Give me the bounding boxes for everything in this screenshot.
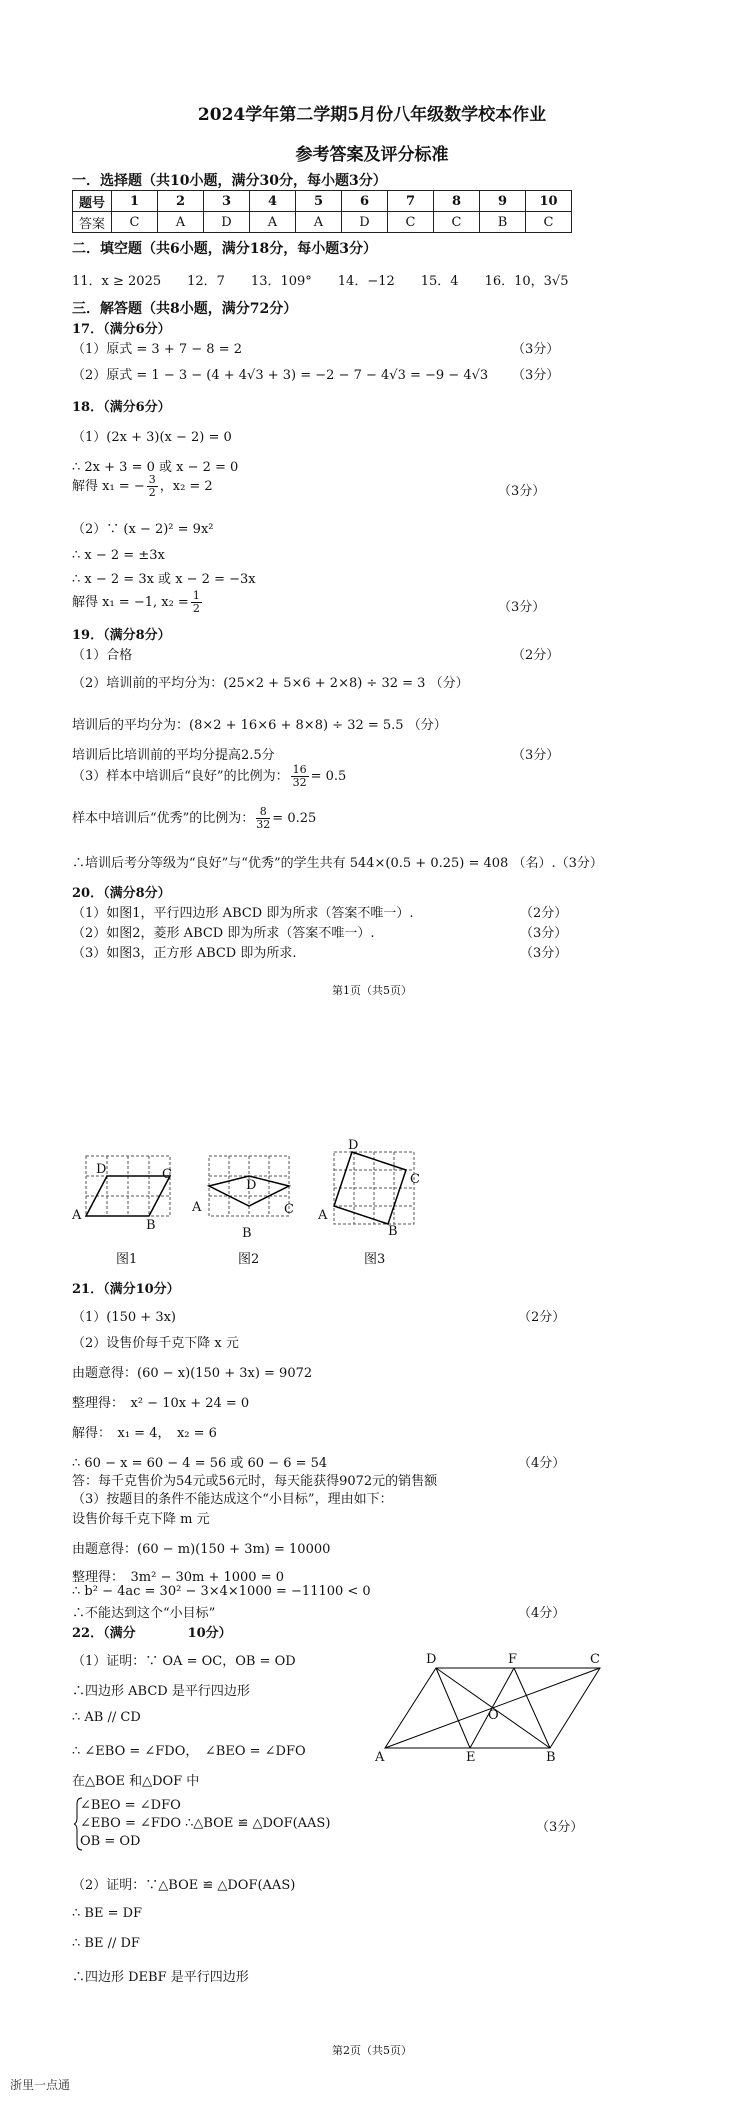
q19-line4: 培训后比培训前的平均分提高2.5分 xyxy=(72,748,275,763)
q22-brace-line2: ∠EBO = ∠FDO ∴△BOE ≌ △DOF(AAS) xyxy=(80,1816,331,1831)
fill-answers: 11．x ≥ 2025 12．7 13．109° 14．−12 15．4 16．10，3√5 xyxy=(72,274,569,289)
q22-line8: ∴ BE // DF xyxy=(72,1936,140,1951)
fig3-label-c: C xyxy=(410,1172,420,1187)
fraction-denominator: 32 xyxy=(256,818,271,831)
q18-line1: （1）(2x + 3)(x − 2) = 0 xyxy=(72,430,232,445)
q22-heading: 22．（满分 10分） xyxy=(72,1626,232,1641)
fraction xyxy=(191,590,202,615)
q20-line2: （2）如图2，菱形 ABCD 即为所求（答案不唯一）. xyxy=(72,926,375,941)
table-cell: D xyxy=(204,212,250,233)
q22-label-c: C xyxy=(590,1652,600,1667)
q17-score2: （3分） xyxy=(512,368,560,383)
fraction xyxy=(256,806,270,831)
q19-line6 xyxy=(72,806,316,831)
table-cell: C xyxy=(388,212,434,233)
q21-line1: （1）(150 + 3x) xyxy=(72,1310,176,1325)
q22-brace-line3: OB = OD xyxy=(80,1834,141,1849)
fig1-label-b: B xyxy=(146,1218,156,1233)
fig2-label-c: C xyxy=(284,1202,294,1217)
fraction-denominator: 2 xyxy=(192,602,200,615)
section-fill-heading: 二．填空题（共6小题，满分18分，每小题3分） xyxy=(72,241,377,257)
watermark-text: 浙里一点通 xyxy=(10,2078,71,2092)
q22-line4: ∴ ∠EBO = ∠FDO， ∠BEO = ∠DFO xyxy=(72,1744,306,1759)
document-subtitle: 参考答案及评分标准 xyxy=(295,145,449,165)
q22-line6: （2）证明：∵△BOE ≌ △DOF(AAS) xyxy=(72,1878,296,1893)
table-cell: A xyxy=(296,212,342,233)
q22-line1: （1）证明：∵ OA = OC，OB = OD xyxy=(72,1654,296,1669)
q22-label-e: E xyxy=(466,1750,476,1765)
table-cell: 4 xyxy=(250,191,296,212)
answer-table-number-row xyxy=(73,191,572,212)
q21-score1: （2分） xyxy=(518,1310,566,1325)
fig2-label-d: D xyxy=(246,1178,257,1193)
table-cell: A xyxy=(158,212,204,233)
q22-label-a: A xyxy=(375,1750,385,1765)
q22-label-o: O xyxy=(488,1708,499,1723)
table-cell: D xyxy=(342,212,388,233)
q19-score1: （2分） xyxy=(512,648,560,663)
q22-line9: ∴四边形 DEBF 是平行四边形 xyxy=(72,1970,249,1985)
table-header-answer: 答案 xyxy=(73,212,112,233)
q22-label-b: B xyxy=(546,1750,556,1765)
q18-line2: ∴ 2x + 3 = 0 或 x − 2 = 0 xyxy=(72,460,239,475)
fraction xyxy=(291,764,309,789)
fraction-numerator: 8 xyxy=(256,806,270,819)
fig1-label-c: C xyxy=(162,1167,172,1182)
q22-brace-line1: ∠BEO = ∠DFO xyxy=(80,1798,181,1813)
fig1-label-d: D xyxy=(96,1162,107,1177)
q21-line10: 由题意得：(60 − m)(150 + 3m) = 10000 xyxy=(72,1542,331,1557)
q18-line7 xyxy=(72,590,204,615)
q17-score1: （3分） xyxy=(512,342,560,357)
fig3-label-b: B xyxy=(388,1224,398,1239)
q22-line7: ∴ BE = DF xyxy=(72,1906,143,1921)
q19-line7: ∴培训后考分等级为“良好”与“优秀”的学生共有 544×(0.5 + 0.25) = 408 （名）.（3分） xyxy=(72,856,603,871)
q21-line13: ∴不能达到这个“小目标” xyxy=(72,1606,216,1621)
table-cell: 1 xyxy=(112,191,158,212)
q20-line1: （1）如图1，平行四边形 ABCD 即为所求（答案不唯一）. xyxy=(72,906,414,921)
fig3-label-d: D xyxy=(348,1138,359,1153)
q18-line3-a: 解得 x₁ = − xyxy=(72,479,145,494)
q21-line5: 解得： x₁ = 4， x₂ = 6 xyxy=(72,1426,217,1441)
table-cell: 7 xyxy=(388,191,434,212)
q22-line3: ∴ AB // CD xyxy=(72,1710,141,1725)
q21-score3: （4分） xyxy=(518,1606,566,1621)
page-footer: 第2页（共5页） xyxy=(332,2044,412,2057)
document-title: 2024学年第二学期5月份八年级数学校本作业 xyxy=(197,105,547,125)
q22-line5: 在△BOE 和△DOF 中 xyxy=(72,1774,200,1789)
table-cell: 8 xyxy=(434,191,480,212)
q19-line5-b: = 0.5 xyxy=(310,769,347,784)
q21-line11: 整理得： 3m² − 30m + 1000 = 0 xyxy=(72,1570,285,1585)
q21-heading: 21．（满分10分） xyxy=(72,1282,180,1297)
q18-line3 xyxy=(72,474,213,499)
q18-line4: （2）∵ (x − 2)² = 9x² xyxy=(72,522,214,537)
q22-score1: （3分） xyxy=(536,1820,584,1835)
fig2-label-a: A xyxy=(192,1200,202,1215)
q17-part1: （1）原式 = 3 + 7 − 8 = 2 xyxy=(72,342,242,357)
page-footer: 第1页（共5页） xyxy=(332,984,412,997)
figure3-square xyxy=(330,1142,420,1234)
q21-line8: （3）按题目的条件不能达成这个“小目标”，理由如下： xyxy=(72,1492,393,1507)
q21-line2: （2）设售价每千克下降 x 元 xyxy=(72,1336,239,1351)
table-cell: C xyxy=(434,212,480,233)
q19-line1: （1）合格 xyxy=(72,648,133,663)
table-cell: C xyxy=(112,212,158,233)
q22-line2: ∴四边形 ABCD 是平行四边形 xyxy=(72,1684,250,1699)
q17-heading: 17．（满分6分） xyxy=(72,322,171,337)
figure2-caption: 图2 xyxy=(238,1252,260,1267)
q19-line6-b: = 0.25 xyxy=(272,811,317,826)
q21-line6: ∴ 60 − x = 60 − 4 = 56 或 60 − 6 = 54 xyxy=(72,1456,328,1471)
q21-line12: ∴ b² − 4ac = 30² − 3×4×1000 = −11100 < 0 xyxy=(72,1584,371,1599)
figure1-caption: 图1 xyxy=(116,1252,138,1267)
table-cell: 9 xyxy=(480,191,526,212)
q20-score3: （3分） xyxy=(520,946,568,961)
q18-score1: （3分） xyxy=(498,484,546,499)
q19-heading: 19．（满分8分） xyxy=(72,628,171,643)
q19-line3: 培训后的平均分为：(8×2 + 16×6 + 8×8) ÷ 32 = 5.5 （分） xyxy=(72,718,447,733)
table-cell: 2 xyxy=(158,191,204,212)
q17-part2: （2）原式 = 1 − 3 − (4 + 4√3 + 3) = −2 − 7 − 4√3 = −9 − 4√3 xyxy=(72,368,489,383)
q18-line5: ∴ x − 2 = ±3x xyxy=(72,548,165,563)
fraction-denominator: 2 xyxy=(148,486,156,499)
q18-heading: 18．（满分6分） xyxy=(72,400,171,415)
q20-score1: （2分） xyxy=(520,906,568,921)
table-cell: A xyxy=(250,212,296,233)
table-cell: B xyxy=(480,212,526,233)
q19-line6-a: 样本中培训后“优秀”的比例为： xyxy=(72,811,255,826)
q18-score2: （3分） xyxy=(498,600,546,615)
section-choice-heading: 一．选择题（共10小题，满分30分，每小题3分） xyxy=(72,173,387,189)
table-cell: 10 xyxy=(526,191,572,212)
q21-line9: 设售价每千克下降 m 元 xyxy=(72,1512,210,1527)
q18-line3-b: ，x₂ = 2 xyxy=(159,479,213,494)
q21-score2: （4分） xyxy=(518,1456,566,1471)
q18-line7-a: 解得 x₁ = −1, x₂ = xyxy=(72,595,189,610)
q22-label-f: F xyxy=(508,1652,518,1667)
table-cell: 3 xyxy=(204,191,250,212)
table-header-number: 题号 xyxy=(73,191,112,212)
fig3-label-a: A xyxy=(318,1208,328,1223)
q19-score2: （3分） xyxy=(512,748,560,763)
figure3-caption: 图3 xyxy=(364,1252,386,1267)
q22-label-d: D xyxy=(426,1652,437,1667)
fig1-label-a: A xyxy=(72,1208,82,1223)
q21-line7: 答：每千克售价为54元或56元时，每天能获得9072元的销售额 xyxy=(72,1474,438,1489)
q20-line3: （3）如图3，正方形 ABCD 即为所求. xyxy=(72,946,297,961)
fraction xyxy=(147,474,158,499)
section-solution-heading: 三．解答题（共8小题，满分72分） xyxy=(72,301,298,317)
answer-table xyxy=(72,190,572,233)
q20-score2: （3分） xyxy=(520,926,568,941)
fig2-label-b: B xyxy=(242,1226,252,1241)
fraction-denominator: 32 xyxy=(292,776,307,789)
fraction-numerator: 16 xyxy=(292,763,307,776)
q21-line3: 由题意得：(60 − x)(150 + 3x) = 9072 xyxy=(72,1366,313,1381)
table-cell: 6 xyxy=(342,191,388,212)
q19-line5-a: （3）样本中培训后“良好”的比例为： xyxy=(72,769,289,784)
table-cell: C xyxy=(526,212,572,233)
fraction-numerator: 1 xyxy=(192,589,200,602)
q20-heading: 20．（满分8分） xyxy=(72,886,171,901)
table-cell: 5 xyxy=(296,191,342,212)
q21-line4: 整理得： x² − 10x + 24 = 0 xyxy=(72,1396,250,1411)
answer-table-answer-row xyxy=(73,212,572,233)
q19-line5 xyxy=(72,764,346,789)
q18-line6: ∴ x − 2 = 3x 或 x − 2 = −3x xyxy=(72,572,256,587)
fraction-numerator: 3 xyxy=(148,473,156,486)
q19-line2: （2）培训前的平均分为：(25×2 + 5×6 + 2×8) ÷ 32 = 3 （分） xyxy=(72,676,469,691)
